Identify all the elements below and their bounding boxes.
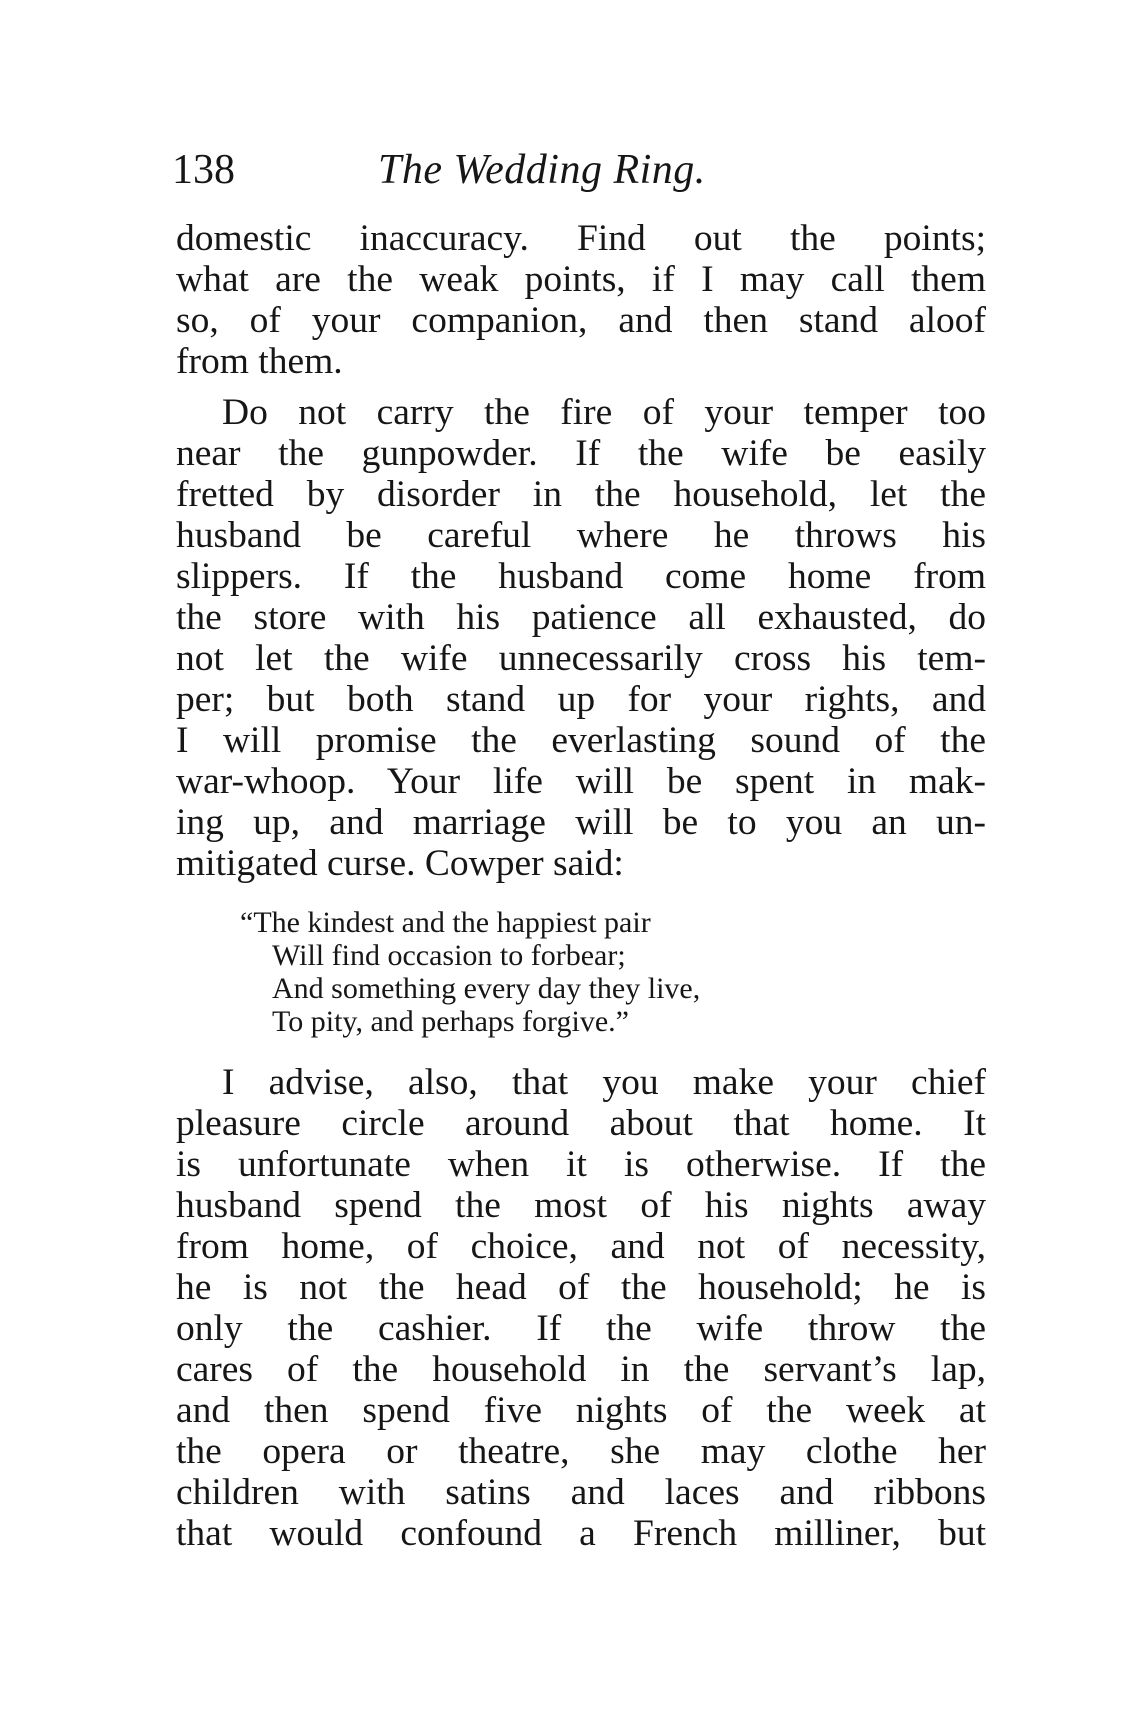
verse-line: To pity, and perhaps forgive.” (272, 1005, 629, 1038)
running-title: The Wedding Ring. (378, 147, 706, 193)
text-line: cares of the household in the servant’s lap, (176, 1349, 986, 1390)
text-line: per; but both stand up for your rights, and (176, 679, 986, 720)
text-line: I will promise the everlasting sound of the (176, 720, 986, 761)
text-line: what are the weak points, if I may call them (176, 259, 986, 300)
page-header (172, 140, 992, 200)
text-line: husband spend the most of his nights away (176, 1185, 986, 1226)
text-line: that would confound a French milliner, but (176, 1513, 986, 1554)
text-line: only the cashier. If the wife throw the (176, 1308, 986, 1349)
page-number: 138 (172, 147, 235, 193)
text-line: he is not the head of the household; he is (176, 1267, 986, 1308)
verse-line: And something every day they live, (272, 972, 701, 1005)
text-line: so, of your companion, and then stand aloof (176, 300, 986, 341)
text-line: I advise, also, that you make your chief (222, 1062, 986, 1103)
text-line: children with satins and laces and ribbons (176, 1472, 986, 1513)
text-line: from home, of choice, and not of necessity, (176, 1226, 986, 1267)
text-line: ing up, and marriage will be to you an un- (176, 802, 986, 843)
verse-line: “The kindest and the happiest pair (240, 906, 651, 939)
text-line: mitigated curse. Cowper said: (176, 843, 624, 884)
text-line: Do not carry the fire of your temper too (222, 392, 986, 433)
text-line: husband be careful where he throws his (176, 515, 986, 556)
verse-line: Will find occasion to forbear; (272, 939, 626, 972)
text-line: near the gunpowder. If the wife be easily (176, 433, 986, 474)
text-line: and then spend five nights of the week at (176, 1390, 986, 1431)
text-line: the store with his patience all exhausted, do (176, 597, 986, 638)
text-line: war-whoop. Your life will be spent in mak- (176, 761, 986, 802)
text-line: slippers. If the husband come home from (176, 556, 986, 597)
text-line: domestic inaccuracy. Find out the points; (176, 218, 986, 259)
text-line: from them. (176, 341, 343, 382)
text-line: fretted by disorder in the household, let the (176, 474, 986, 515)
text-line: the opera or theatre, she may clothe her (176, 1431, 986, 1472)
text-line: pleasure circle around about that home. It (176, 1103, 986, 1144)
text-line: not let the wife unnecessarily cross his tem- (176, 638, 986, 679)
text-line: is unfortunate when it is otherwise. If the (176, 1144, 986, 1185)
